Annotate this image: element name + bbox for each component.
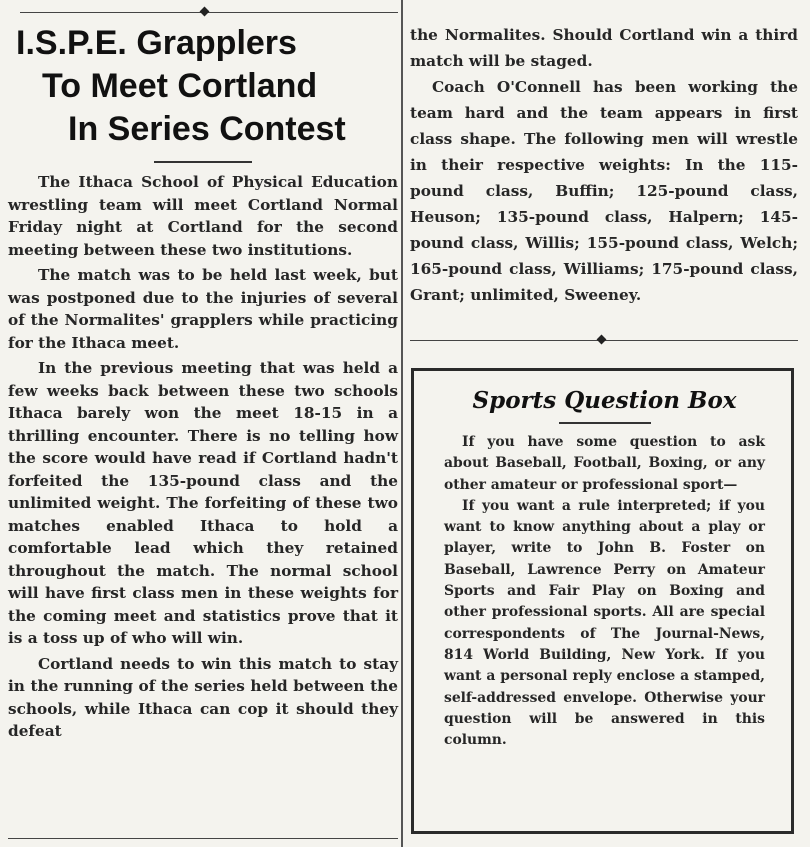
box-paragraph: If you have some question to ask about Baseball, Football, Boxing, or any other amateur or professional sport— bbox=[444, 434, 765, 493]
top-rule bbox=[20, 12, 398, 13]
box-title: Sports Question Box bbox=[472, 387, 737, 414]
article-paragraph: The Ithaca School of Physical Education wrestling team will meet Cortland Normal Friday night at Cortland for the second meeting between these two institutions. bbox=[8, 173, 398, 259]
sports-question-box bbox=[411, 368, 794, 834]
section-ornament-diamond bbox=[597, 335, 607, 345]
column-divider bbox=[401, 0, 403, 847]
article-paragraph: The match was to be held last week, but was postponed due to the injuries of several of the Normalites' grapplers while practicing for the Ithaca meet. bbox=[8, 266, 398, 352]
headline-line-1: I.S.P.E. Grapplers bbox=[16, 24, 297, 62]
headline-rule bbox=[154, 161, 252, 163]
article-paragraph: In the previous meeting that was held a few weeks back between these two schools Ithaca barely won the meet 18-15 in a thrilling encounter. There is no telling how the score would have read if Cortland hadn't forfeited the 135-pound class and the unlimited weight. The forfeiting of these two matches enabled Ithaca to hold a comfortable lead which they retained throughout the match. The normal school will have first class men in these weights for the coming meet and statistics prove that it is a toss up of who will win. bbox=[8, 359, 398, 647]
box-paragraph: If you want a rule interpreted; if you want to know anything about a play or player, write to John B. Foster on Baseball, Lawrence Perry on Amateur Sports and Fair Play on Boxing and other professional sports. All are special correspondents of The Journal-News, 814 World Building, New York. If you want a personal reply enclose a stamped, self-addressed envelope. Otherwise your question will be answered in this column. bbox=[444, 497, 765, 749]
article-column-right bbox=[410, 22, 798, 308]
headline-line-2: To Meet Cortland bbox=[42, 67, 318, 105]
article-headline bbox=[8, 22, 398, 151]
top-ornament-diamond bbox=[200, 7, 210, 17]
article-paragraph: Coach O'Connell has been working the team hard and the team appears in first class shape. The following men will wrestle in their respective weights: In the 115-pound class, Buffin; 125-pound class, Heuson; 135-pound class, Halpern; 145-pound class, Willis; 155-pound class, Welch; 165-pound class, Williams; 175-pound class, Grant; unlimited, Sweeney. bbox=[410, 78, 798, 304]
article-continuation: the Normalites. Should Cortland win a third match will be staged. bbox=[410, 26, 798, 70]
article-column-left bbox=[8, 18, 398, 746]
bottom-rule bbox=[8, 838, 398, 839]
box-title-rule bbox=[559, 422, 651, 424]
article-paragraph: Cortland needs to win this match to stay in the running of the series held between the schools, while Ithaca can cop it should they defeat bbox=[8, 654, 398, 740]
headline-line-3: In Series Contest bbox=[68, 110, 346, 148]
